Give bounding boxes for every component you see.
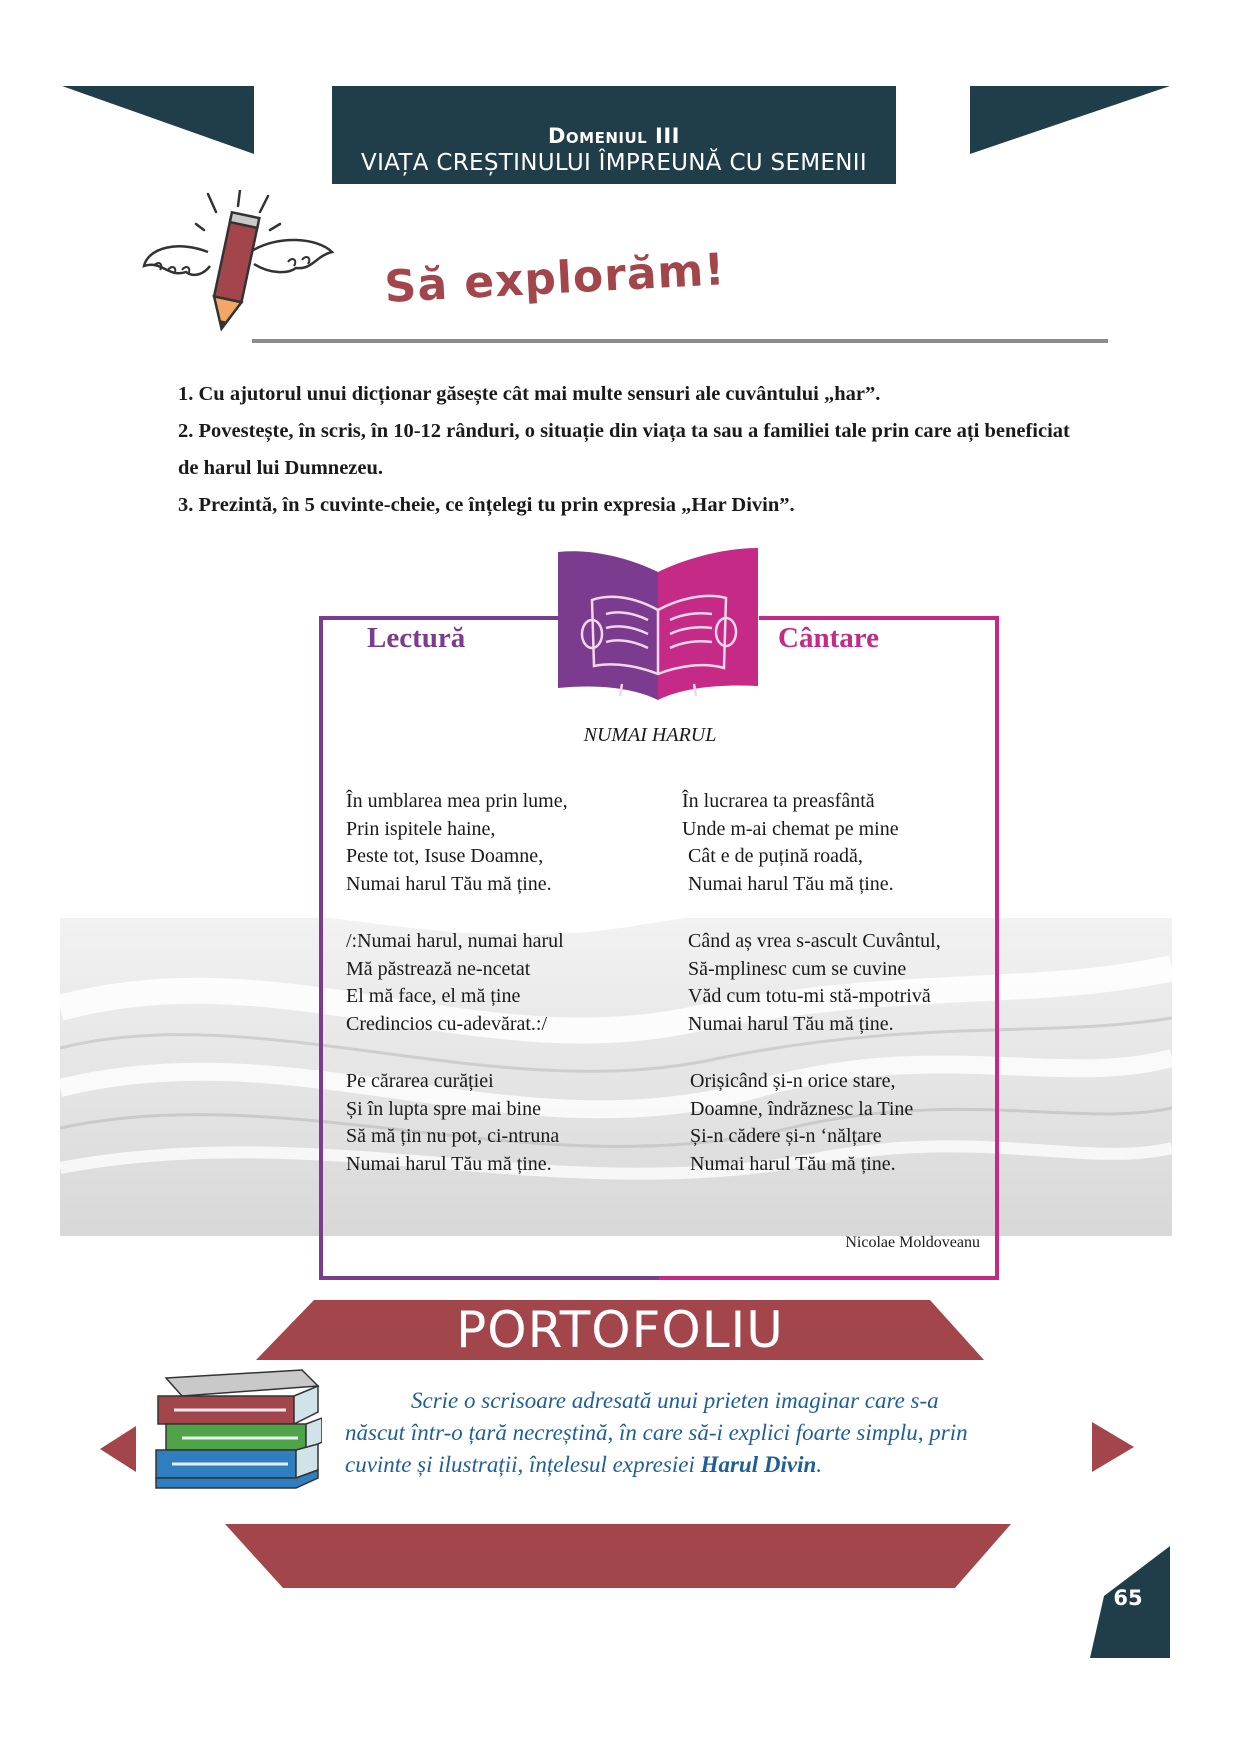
arrow-left-icon [100,1426,140,1472]
open-book-icon [558,548,758,700]
poem-author: Nicolae Moldoveanu [845,1234,980,1251]
task-2: 2. Povestește, în scris, în 10-12 rânduri, o situație din viața ta sau a familiei tale prin care ați beneficiat de harul lui Dumnezeu. [178,420,1070,479]
portfolio-text: Scrie o scrisoare adresată unui prieten imaginar care s-a născut într-o țară necreștină, în care să-i explici foarte simplu, prin cuvinte și ilustrații, înțelesul expresiei Harul Divin. [345,1388,968,1477]
arrow-right-icon [1092,1422,1136,1472]
explore-divider [252,339,1108,343]
task-1: 1. Cu ajutorul unui dicționar găsește cât mai multe sensuri ale cuvântului „har”. [178,383,881,405]
explore-title: Să explorăm! [383,244,727,313]
right-stanza-3: Orișicând și-n orice stare, Doamne, îndrăznesc la Tine Și-n cădere și-n ‘nălțare Numai harul Tău mă ține. [690,1070,914,1175]
task-list [178,376,1078,524]
poem-title: NUMAI HARUL [583,724,717,746]
portfolio-title: PORTOFOLIU [456,1301,784,1359]
header-left-pennant [62,86,262,158]
right-stanza-2: Când aș vrea s-ascult Cuvântul, Să-mplinesc cum se cuvine Văd cum totu-mi stă-mpotrivă Numai harul Tău mă ține. [688,930,941,1035]
left-stanza-1: În umblarea mea prin lume, Prin ispitele haine, Peste tot, Isuse Doamne, Numai harul Tău mă ține. [346,790,568,895]
winged-pencil-icon [138,190,338,340]
left-stanza-3: Pe cărarea curăției Și în lupta spre mai bine Să mă țin nu pot, ci-ntruna Numai harul Tău mă ține. [346,1070,560,1175]
bottom-banner [225,1524,1015,1590]
label-cantare: Cântare [778,622,879,654]
domain-title: VIAȚA CREȘTINULUI ÎMPREUNĂ CU SEMENII [361,150,867,176]
domain-header [332,86,896,184]
right-stanza-1: În lucrarea ta preasfântă Unde m-ai chemat pe mine Cât e de puțină roadă, Numai harul Tău mă ține. [682,790,899,895]
task-3: 3. Prezintă, în 5 cuvinte-cheie, ce înțelegi tu prin expresia „Har Divin”. [178,494,795,516]
header-right-pennant [970,86,1180,158]
label-lectura: Lectură [367,622,466,654]
page-number: 65 [1113,1586,1143,1610]
stacked-books-icon [152,1366,322,1498]
domain-label: Domeniul III [548,124,680,148]
left-stanza-2: /:Numai harul, numai harul Mă păstrează ne-ncetat El mă face, el mă ține Credincios cu-adevărat.:/ [346,930,564,1035]
